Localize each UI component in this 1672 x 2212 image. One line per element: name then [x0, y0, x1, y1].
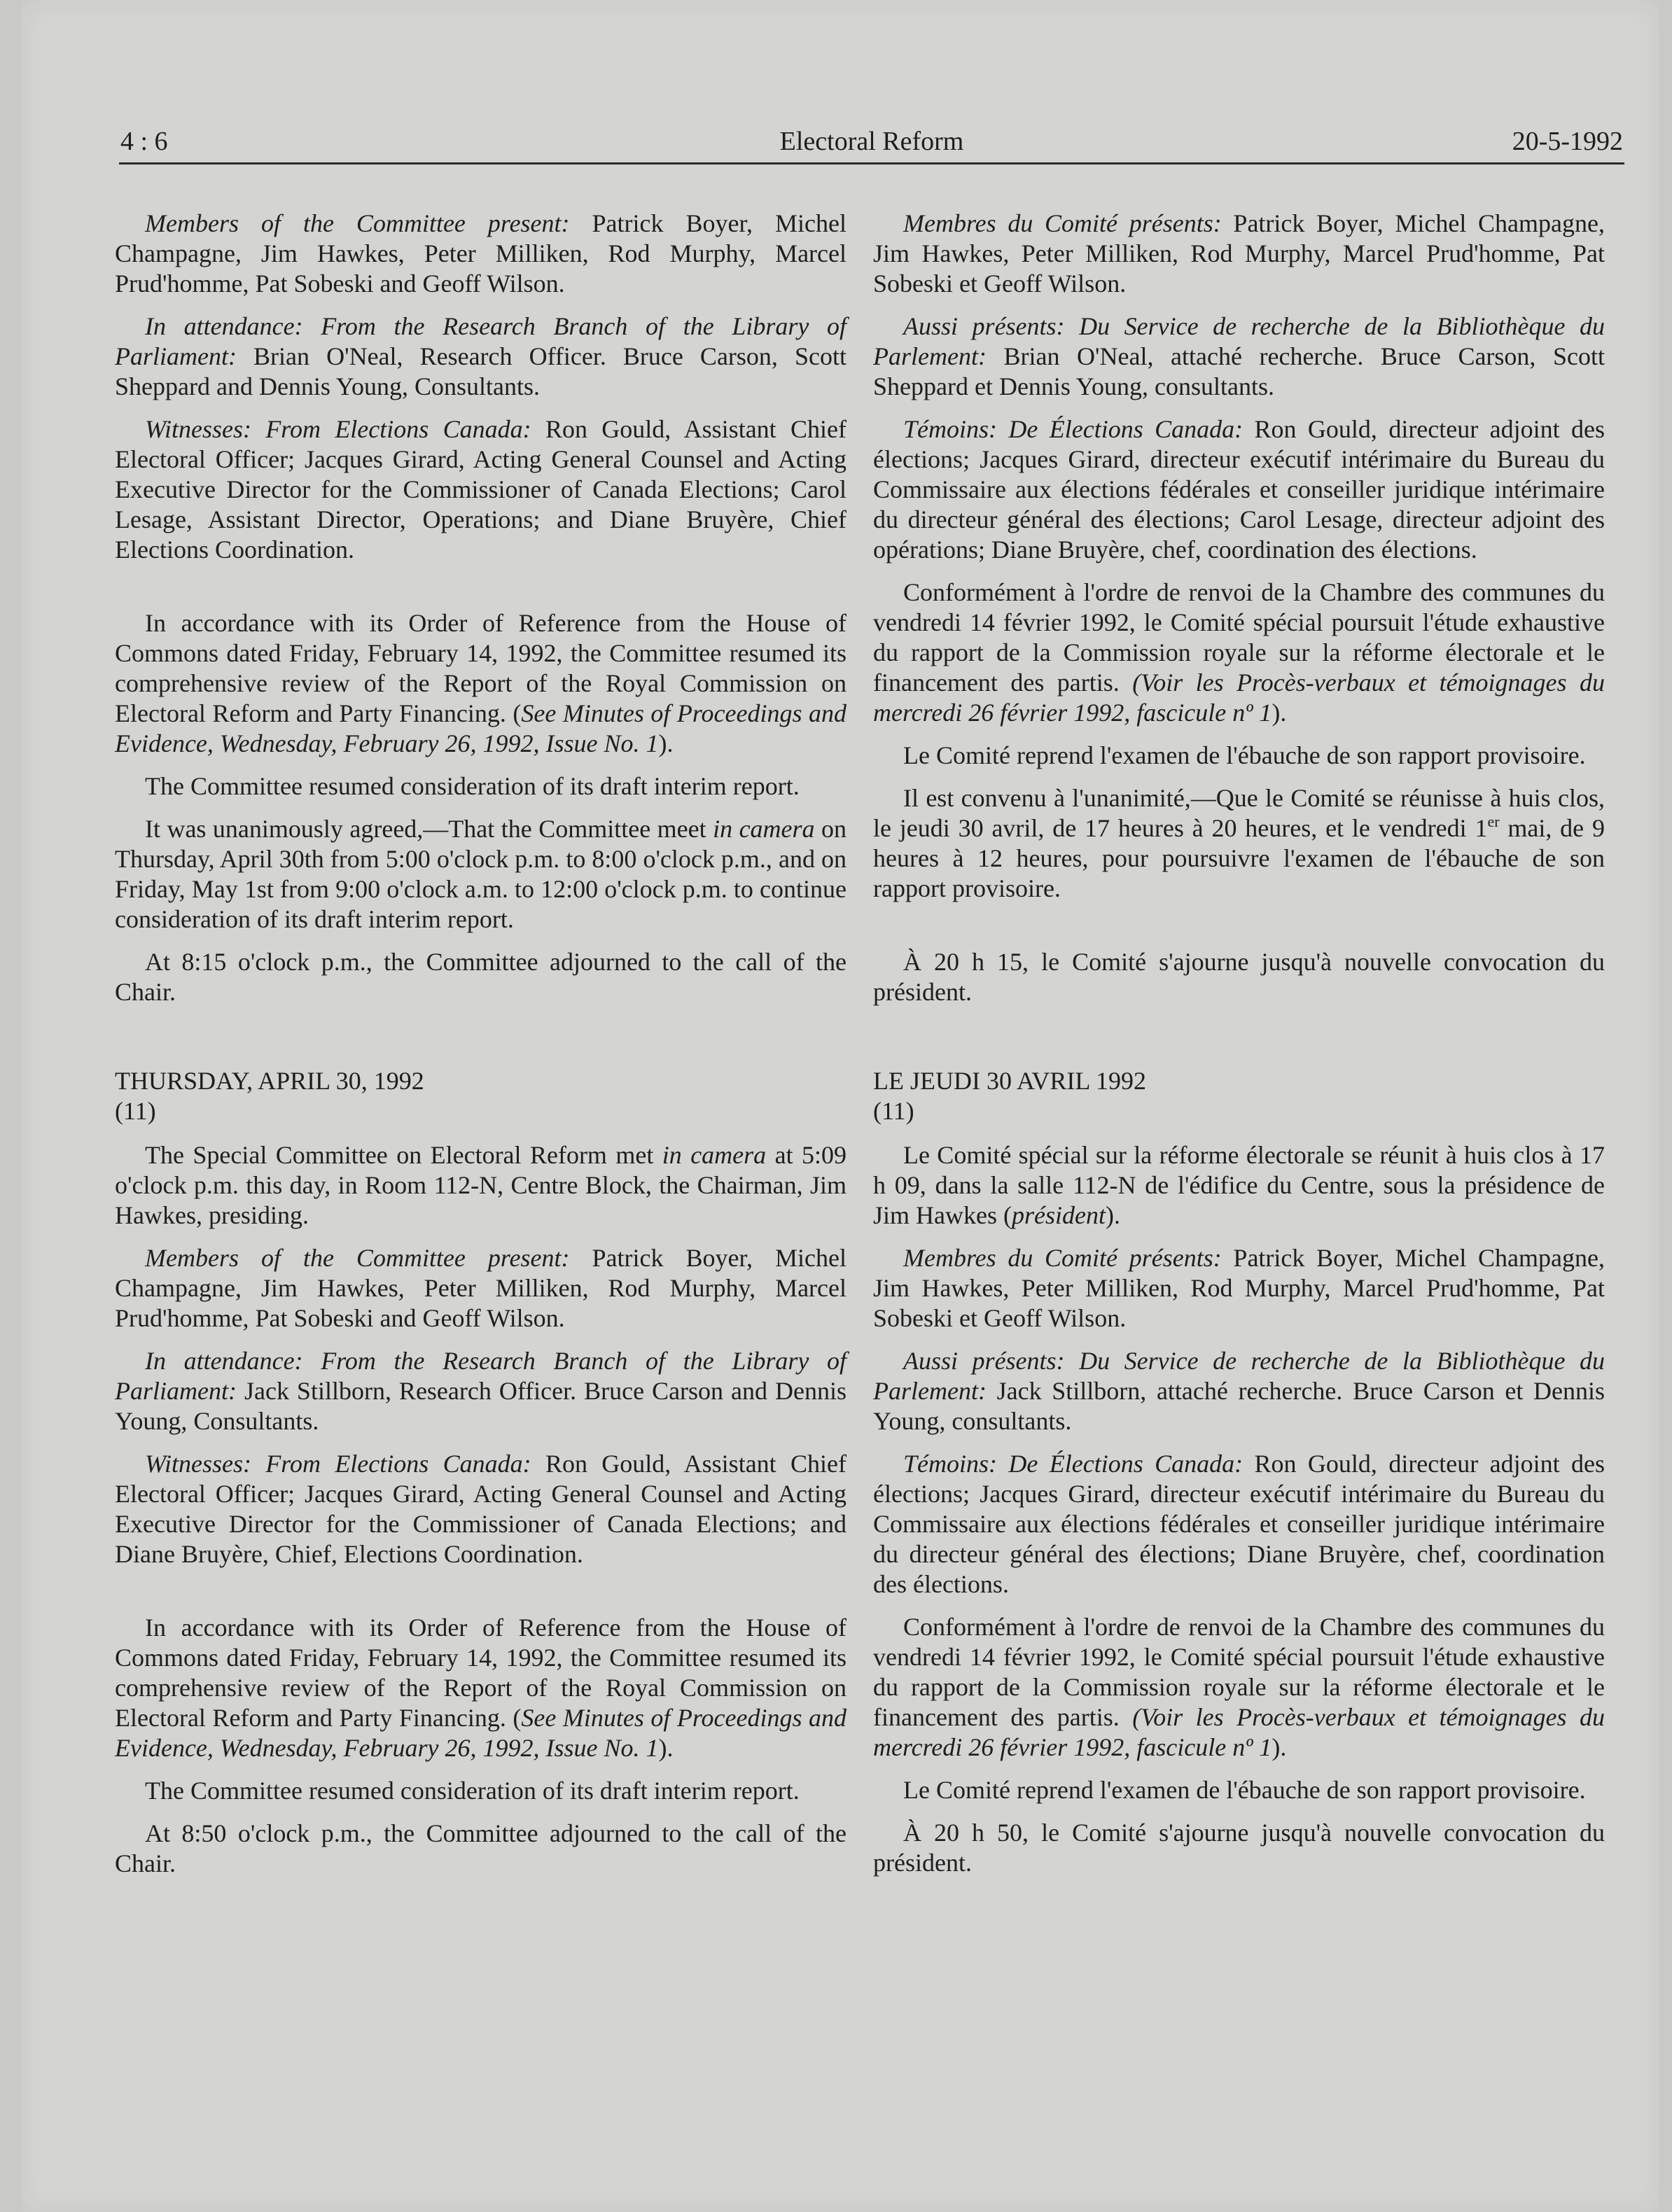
witnesses: Witnesses: From Elections Canada: Ron Gould, Assistant Chief Electoral Officer; Jacques Girard, Acting General Counsel and Acting Executive Director for the Commissioner of Canada Elections; and Diane Bruyère, Chief, Elections Coordination. — [115, 1450, 847, 1568]
section-number: (11) — [115, 1097, 156, 1125]
page-number: 4 : 6 — [120, 127, 168, 156]
meeting-opening: The Special Committee on Electoral Reform met in camera at 5:09 o'clock p.m. this day, in Room 112-N, Centre Block, the Chairman, Jim Hawkes, presiding. — [115, 1141, 847, 1229]
aussi-presents: Aussi présents: Du Service de recherche de la Bibliothèque du Parlement: Brian O'Neal, attaché recherche. Bruce Carson, Scott Sheppard et Dennis Young, consultants. — [873, 312, 1605, 400]
membres-presents: Membres du Comité présents: Patrick Boyer, Michel Champagne, Jim Hawkes, Peter Milliken, Rod Murphy, Marcel Prud'homme, Pat Sobeski et Geoff Wilson. — [873, 209, 1605, 298]
section-date: LE JEUDI 30 AVRIL 1992 — [873, 1067, 1146, 1095]
witnesses: Witnesses: From Elections Canada: Ron Gould, Assistant Chief Electoral Officer; Jacques Girard, Acting General Counsel and Acting Executive Director for the Commissioner of Canada Elections; Carol Lesage, Assistant Director, Operations; and Diane Bruyère, Chief Elections Coordination. — [115, 415, 847, 564]
members-present: Members of the Committee present: Patrick Boyer, Michel Champagne, Jim Hawkes, Peter Milliken, Rod Murphy, Marcel Prud'homme, Pat Sobeski and Geoff Wilson. — [115, 1244, 847, 1332]
section-heading — [873, 1066, 1605, 1126]
ajournement: À 20 h 50, le Comité s'ajourne jusqu'à nouvelle convocation du président. — [873, 1819, 1605, 1877]
convenu-unanimite: Il est convenu à l'unanimité,—Que le Comité se réunisse à huis clos, le jeudi 30 avril, de 17 heures à 20 heures, et le vendredi 1er mai, de 9 heures à 12 heures, pour poursuivre l'examen de l'ébauche de son rapport provisoire. — [873, 784, 1605, 902]
temoins: Témoins: De Élections Canada: Ron Gould, directeur adjoint des élections; Jacques Girard, directeur exécutif intérimaire du Bureau du Commissaire aux élections fédérales et conseiller juridique intérimaire du directeur général des élections; Carol Lesage, directeur adjoint des opérations; Diane Bruyère, chef, coordination des élections. — [873, 415, 1605, 564]
resumed-consideration: The Committee resumed consideration of its draft interim report. — [145, 772, 800, 800]
document-page — [21, 0, 1659, 2212]
order-of-reference: In accordance with its Order of Reference from the House of Commons dated Friday, February 14, 1992, the Committee resumed its comprehensive review of the Report of the Royal Commission on Electoral Reform and Party Financing. (See Minutes of Proceedings and Evidence, Wednesday, February 26, 1992, Issue No. 1). — [115, 1614, 847, 1762]
page-header — [119, 120, 1624, 164]
resumed-consideration: The Committee resumed consideration of its draft interim report. — [145, 1777, 800, 1805]
in-attendance: In attendance: From the Research Branch of the Library of Parliament: Brian O'Neal, Research Officer. Bruce Carson, Scott Sheppard and Dennis Young, Consultants. — [115, 312, 847, 400]
running-title: Electoral Reform — [779, 127, 964, 156]
in-attendance: In attendance: From the Research Branch of the Library of Parliament: Jack Stillborn, Research Officer. Bruce Carson and Dennis Young, Consultants. — [115, 1347, 847, 1435]
french-column — [873, 209, 1605, 1891]
reprend-examen: Le Comité reprend l'examen de l'ébauche de son rapport provisoire. — [903, 741, 1586, 769]
header-date: 20-5-1992 — [1512, 127, 1623, 156]
aussi-presents: Aussi présents: Du Service de recherche de la Bibliothèque du Parlement: Jack Stillborn, attaché recherche. Bruce Carson et Dennis Young, consultants. — [873, 1347, 1605, 1435]
reprend-examen: Le Comité reprend l'examen de l'ébauche de son rapport provisoire. — [903, 1776, 1586, 1804]
section-number: (11) — [873, 1097, 914, 1125]
ordre-de-renvoi: Conformément à l'ordre de renvoi de la Chambre des communes du vendredi 14 février 1992, le Comité spécial poursuit l'étude exhaustive du rapport de la Commission royale sur la réforme électorale et le financement des partis. (Voir les Procès-verbaux et témoignages du mercredi 26 février 1992, fascicule nº 1). — [873, 578, 1605, 727]
section-date: THURSDAY, APRIL 30, 1992 — [115, 1067, 424, 1095]
section-heading — [115, 1066, 847, 1126]
order-of-reference: In accordance with its Order of Reference from the House of Commons dated Friday, February 14, 1992, the Committee resumed its comprehensive review of the Report of the Royal Commission on Electoral Reform and Party Financing. (See Minutes of Proceedings and Evidence, Wednesday, February 26, 1992, Issue No. 1). — [115, 609, 847, 757]
ajournement: À 20 h 15, le Comité s'ajourne jusqu'à nouvelle convocation du président. — [873, 948, 1605, 1006]
temoins: Témoins: De Élections Canada: Ron Gould, directeur adjoint des élections; Jacques Girard, directeur exécutif intérimaire du Bureau du Commissaire aux élections fédérales et conseiller juridique intérimaire du directeur général des élections; Diane Bruyère, chef, coordination des élections. — [873, 1450, 1605, 1598]
adjournment: At 8:50 o'clock p.m., the Committee adjourned to the call of the Chair. — [115, 1819, 847, 1877]
adjournment: At 8:15 o'clock p.m., the Committee adjourned to the call of the Chair. — [115, 948, 847, 1006]
unanimous-agreement: It was unanimously agreed,—That the Committee meet in camera on Thursday, April 30th from 5:00 o'clock p.m. to 8:00 o'clock p.m., and on Friday, May 1st from 9:00 o'clock a.m. to 12:00 o'clock p.m. to continue consideration of its draft interim report. — [115, 815, 847, 933]
members-present: Members of the Committee present: Patrick Boyer, Michel Champagne, Jim Hawkes, Peter Milliken, Rod Murphy, Marcel Prud'homme, Pat Sobeski and Geoff Wilson. — [115, 209, 847, 298]
ouverture-seance: Le Comité spécial sur la réforme électorale se réunit à huis clos à 17 h 09, dans la salle 112-N de l'édifice du Centre, sous la présidence de Jim Hawkes (président). — [873, 1141, 1605, 1229]
membres-presents: Membres du Comité présents: Patrick Boyer, Michel Champagne, Jim Hawkes, Peter Milliken, Rod Murphy, Marcel Prud'homme, Pat Sobeski et Geoff Wilson. — [873, 1244, 1605, 1332]
english-column — [115, 209, 847, 1891]
ordre-de-renvoi: Conformément à l'ordre de renvoi de la Chambre des communes du vendredi 14 février 1992, le Comité spécial poursuit l'étude exhaustive du rapport de la Commission royale sur la réforme électorale et le financement des partis. (Voir les Procès-verbaux et témoignages du mercredi 26 février 1992, fascicule nº 1). — [873, 1613, 1605, 1761]
